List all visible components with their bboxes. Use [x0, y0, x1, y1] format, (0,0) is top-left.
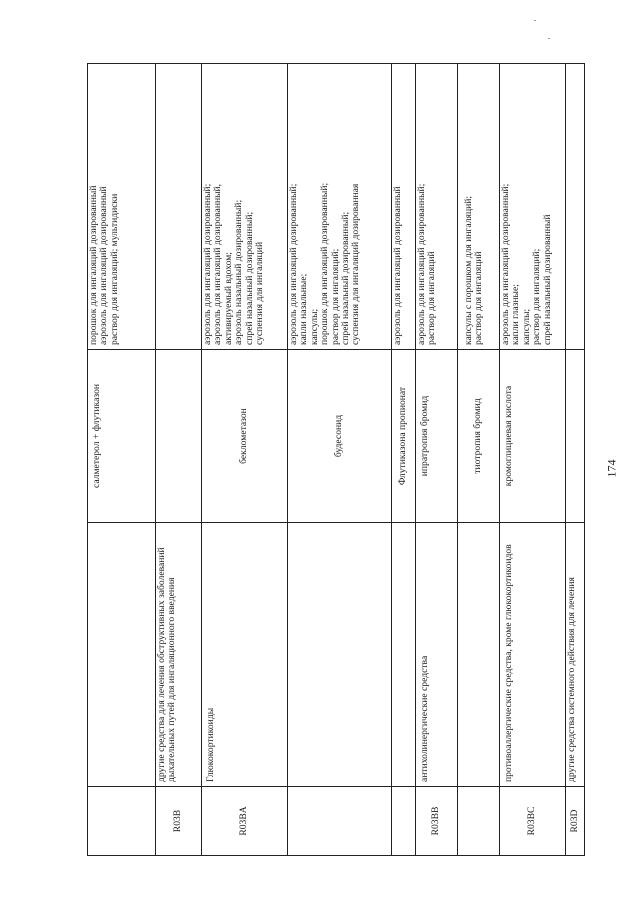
dosage-forms-cell [88, 64, 156, 350]
drug-name-cell: будесонид [288, 350, 392, 523]
dosage-forms-cell [500, 64, 566, 350]
drug-name-cell: ипратропия бромид [416, 350, 458, 523]
drug-name-cell: салметерол + флутиказон [88, 350, 156, 523]
page-number: 174 [604, 459, 619, 478]
dosage-form-line: спрей назальный дозированный; [243, 211, 255, 345]
dosage-form-line: порошок для ингаляций дозированный; [319, 182, 331, 345]
dosage-form-line: раствор для ингаляций; [531, 248, 543, 345]
rotated-content [87, 64, 584, 856]
dosage-form-line: аэрозоль для ингаляций дозированный; [500, 183, 511, 345]
dosage-forms-cell [288, 64, 392, 350]
dosage-forms-cell [392, 64, 416, 350]
atc-code-cell [392, 787, 416, 856]
dosage-form-line: капсулы; [520, 308, 532, 345]
dosage-form-line: аэрозоль для ингаляций дозированный [98, 186, 110, 345]
group-name-cell [88, 523, 156, 787]
dosage-form-line: раствор для ингаляций [426, 251, 438, 345]
dosage-form-line: аэрозоль для ингаляций дозированный; [288, 183, 299, 345]
drug-name-cell: беклометазон [202, 350, 288, 523]
group-name-cell [392, 523, 416, 787]
dosage-form-line: раствор для ингаляций; мультидиски [108, 193, 120, 345]
dosage-form-line: раствор для ингаляций [473, 251, 485, 345]
drug-name-cell: Флутиказона пропионат [392, 350, 416, 523]
table-row [88, 64, 156, 856]
group-name-cell [288, 523, 392, 787]
dosage-form-line: аэрозоль для ингаляций дозированный; [416, 183, 427, 345]
rotated-page-area [87, 64, 584, 856]
dosage-form-line: спрей назальный дозированный; [340, 211, 352, 345]
drug-name-cell [156, 350, 202, 523]
scan-speck [548, 38, 550, 39]
dosage-form-line: аэрозоль для ингаляций дозированный, [212, 183, 224, 345]
dosage-form-line: аэрозоль для ингаляций дозированный; [202, 183, 213, 345]
group-name-cell [458, 523, 500, 787]
dosage-forms-cell [156, 64, 202, 350]
dosage-form-line: суспензия для ингаляций дозированная [350, 183, 362, 345]
group-name-cell [566, 523, 585, 787]
dosage-form-line: капли глазные; [510, 284, 522, 345]
dosage-forms-cell [416, 64, 458, 350]
atc-code-cell: R03BC [500, 787, 566, 856]
dosage-form-line: спрей назальный дозированный [541, 214, 553, 345]
atc-code-cell: R03BB [416, 787, 458, 856]
table-row [202, 64, 288, 856]
drug-table [87, 63, 585, 856]
group-name-cell: Глюкокортикоиды [202, 523, 288, 787]
table-row [288, 64, 392, 856]
dosage-form-line: порошок для ингаляций дозированный [88, 185, 99, 345]
group-name: другие средства системного действия для лечения [566, 577, 577, 782]
table-row [416, 64, 458, 856]
atc-code-cell [288, 787, 392, 856]
atc-code-cell [458, 787, 500, 856]
drug-name-cell: кромоглициевая кислота [500, 350, 566, 523]
drug-name-cell [566, 350, 585, 523]
table-row [500, 64, 566, 856]
atc-code-cell: R03D [566, 787, 585, 856]
group-name: другие средства для лечения обструктивных заболеваний дыхательных путей для ингаляционного введения [156, 547, 178, 782]
scan-speck [534, 20, 536, 21]
table-row [458, 64, 500, 856]
group-name-cell [500, 523, 566, 787]
dosage-form-line: активируемый вдохом; [222, 252, 234, 345]
group-name: противоаллергические средства, кроме глюкокортикоидов [503, 544, 514, 782]
dosage-forms-cell [202, 64, 288, 350]
dosage-form-line: суспензия для ингаляций [254, 241, 266, 345]
dosage-forms-cell [458, 64, 500, 350]
group-name-cell [156, 523, 202, 787]
atc-code-cell: R03BA [202, 787, 288, 856]
dosage-form-line: капсулы; [308, 308, 320, 345]
atc-code-cell [88, 787, 156, 856]
dosage-form-line: капсулы с порошком для ингаляций; [463, 195, 474, 345]
dosage-form-line: аэрозоль для ингаляций дозированный [392, 186, 403, 345]
drug-name-cell: тиотропия бромид [458, 350, 500, 523]
table-row [392, 64, 416, 856]
dosage-form-line: капли назальные; [298, 273, 310, 345]
dosage-forms-cell [566, 64, 585, 350]
atc-code-cell: R03B [156, 787, 202, 856]
dosage-form-line: раствор для ингаляций; [329, 248, 341, 345]
table-row [156, 64, 202, 856]
group-name-cell: антихолинергические средства [416, 523, 458, 787]
dosage-form-line: аэрозоль назальный дозированный; [233, 199, 245, 345]
table-row [566, 64, 585, 856]
